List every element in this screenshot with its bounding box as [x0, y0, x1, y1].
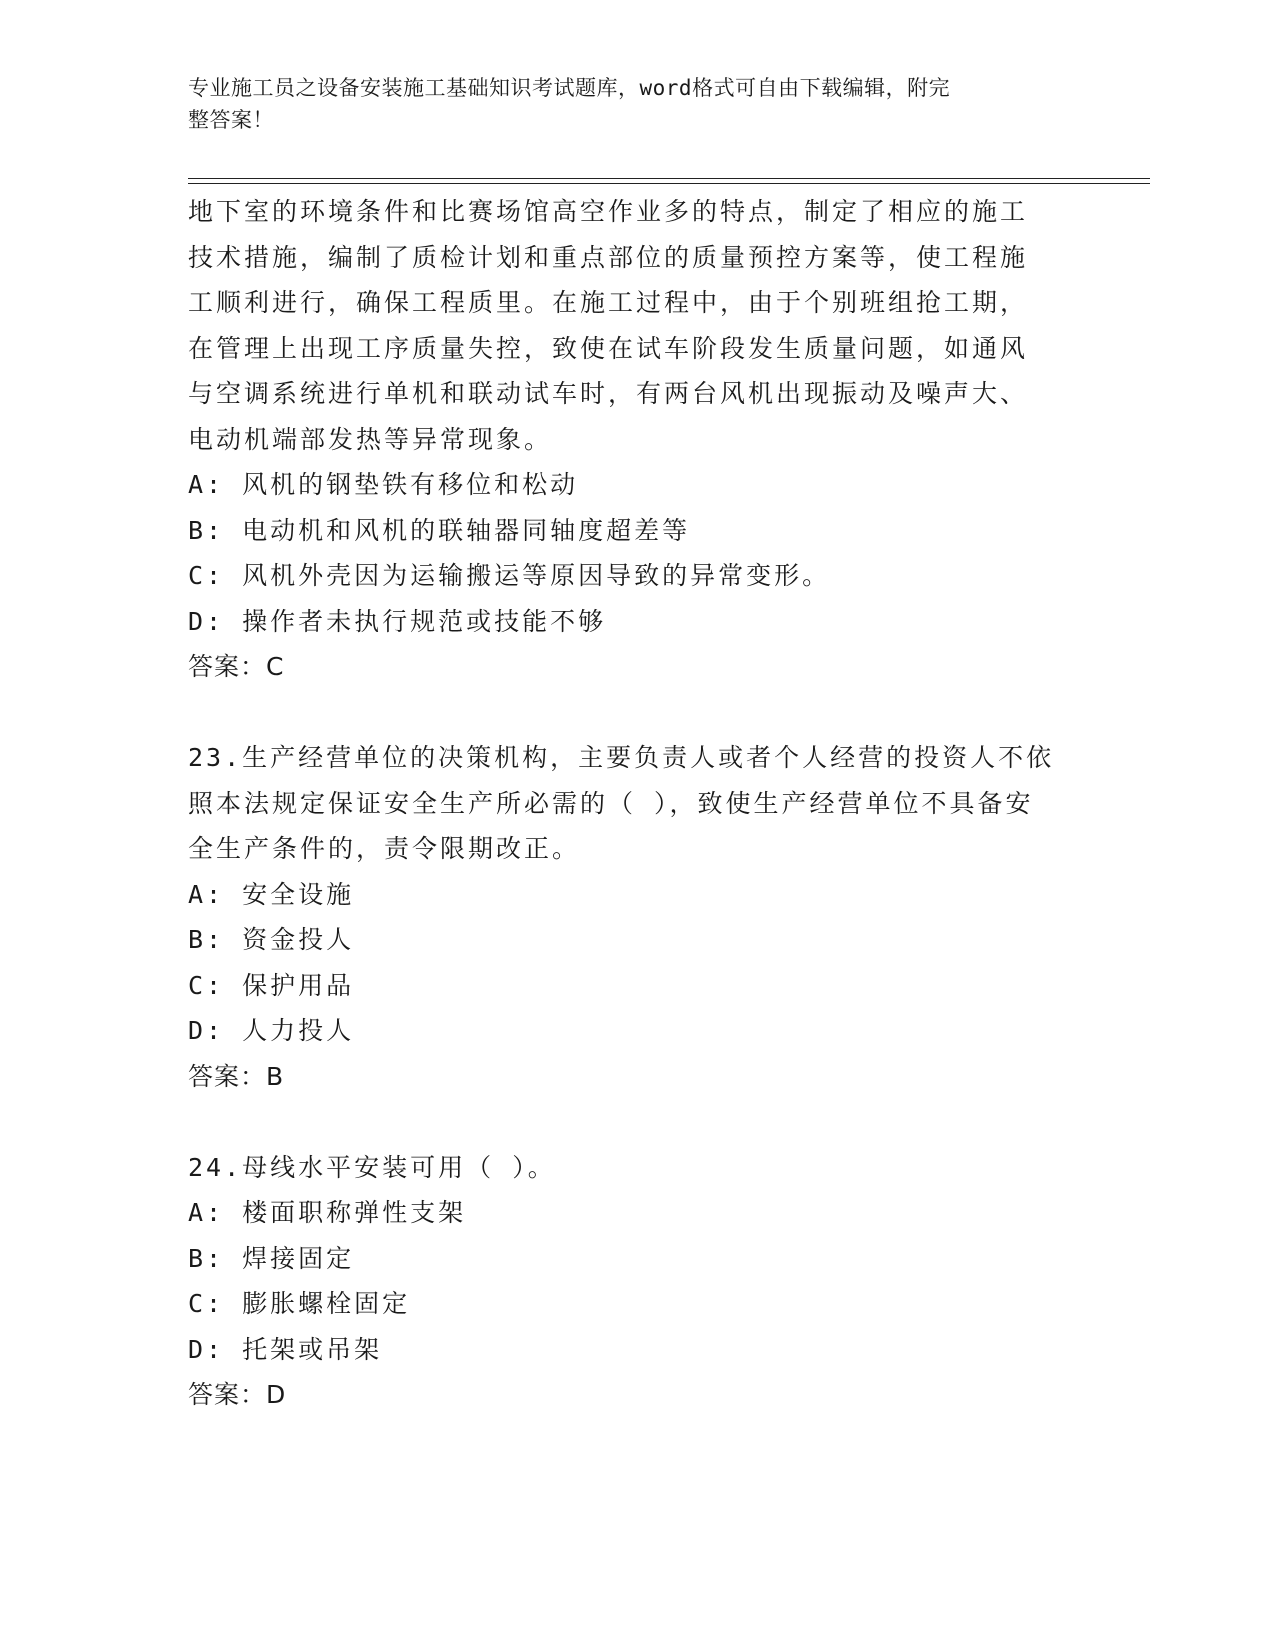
option-c: C: 保护用品: [188, 970, 355, 1000]
header-title-line-1: 专业施工员之设备安装施工基础知识考试题库，word格式可自由下载编辑，附完: [188, 76, 951, 100]
option-c: C: 膨胀螺栓固定: [188, 1289, 411, 1318]
header-title-line-2: 整答案！: [188, 108, 274, 132]
option-b: B: 电动机和风机的联轴器同轴度超差等: [188, 515, 691, 545]
document-body: [188, 189, 1068, 1418]
question-stem-line: 与空调系统进行单机和联动试车时，有两台风机出现振动及噪声大、: [188, 379, 1029, 408]
question-22: [188, 189, 1068, 690]
answer-label: 答案：C: [188, 652, 285, 681]
question-spacer: [188, 690, 1068, 736]
option-a: A: 风机的钢垫铁有移位和松动: [188, 470, 579, 499]
option-d: D: 人力投人: [188, 1016, 355, 1045]
answer-label: 答案：B: [188, 1061, 285, 1091]
option-d: D: 操作者未执行规范或技能不够: [188, 606, 607, 636]
question-stem-line: 地下室的环境条件和比赛场馆高空作业多的特点，制定了相应的施工: [188, 197, 1029, 226]
question-spacer: [188, 1099, 1068, 1145]
option-a: A: 楼面职称弹性支架: [188, 1198, 467, 1227]
question-stem-line: 在管理上出现工序质量失控，致使在试车阶段发生质量问题，如通风: [188, 333, 1029, 363]
question-stem-line: 工顺利进行，确保工程质里。在施工过程中，由于个别班组抢工期，: [188, 288, 1029, 317]
option-c: C: 风机外壳因为运输搬运等原因导致的异常变形。: [188, 561, 831, 590]
question-stem-line: 全生产条件的，责令限期改正。: [188, 834, 581, 863]
answer-label: 答案：D: [188, 1380, 287, 1409]
question-24: [188, 1145, 1068, 1418]
question-23: [188, 735, 1068, 1099]
header-divider-bottom: [188, 183, 1150, 184]
option-b: B: 资金投人: [188, 925, 355, 954]
option-a: A: 安全设施: [188, 879, 355, 909]
question-stem-line: 24.母线水平安装可用（ ）。: [188, 1152, 556, 1182]
question-stem-line: 技术措施，编制了质检计划和重点部位的质量预控方案等，使工程施: [188, 242, 1029, 272]
question-stem-line: 23.生产经营单位的决策机构，主要负责人或者个人经营的投资人不依: [188, 743, 1055, 772]
document-header: [188, 72, 1068, 136]
question-stem-line: 电动机端部发热等异常现象。: [188, 424, 553, 454]
header-divider-top: [188, 178, 1150, 179]
question-stem-line: 照本法规定保证安全生产所必需的（ ），致使生产经营单位不具备安: [188, 788, 1034, 818]
option-d: D: 托架或吊架: [188, 1334, 383, 1364]
option-b: B: 焊接固定: [188, 1243, 355, 1273]
